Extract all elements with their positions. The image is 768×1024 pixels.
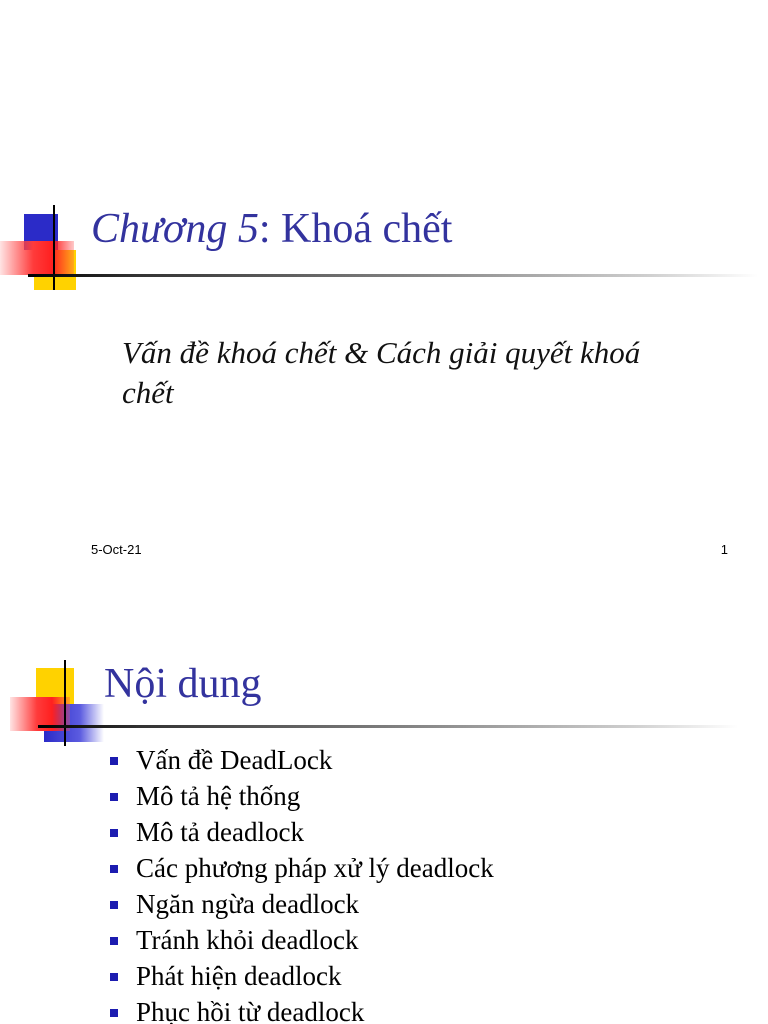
- footer-date: 5-Oct-21: [91, 542, 142, 557]
- square-bullet-icon: [110, 901, 118, 909]
- list-item: Mô tả deadlock: [108, 814, 494, 850]
- list-item: Ngăn ngừa deadlock: [108, 886, 494, 922]
- list-item: Tránh khỏi deadlock: [108, 922, 494, 958]
- square-bullet-icon: [110, 1009, 118, 1017]
- list-item: Mô tả hệ thống: [108, 778, 494, 814]
- chapter-label: Chương 5: [91, 206, 259, 252]
- list-item: Các phương pháp xử lý deadlock: [108, 850, 494, 886]
- contents-title: Nội dung: [104, 661, 262, 707]
- square-bullet-icon: [110, 973, 118, 981]
- slide-title: [91, 205, 452, 253]
- square-bullet-icon: [110, 937, 118, 945]
- chapter-name: : Khoá chết: [258, 206, 453, 252]
- square-bullet-icon: [110, 757, 118, 765]
- square-bullet-icon: [110, 829, 118, 837]
- contents-list: [108, 742, 494, 1024]
- square-bullet-icon: [110, 793, 118, 801]
- title-underline-2: [38, 725, 738, 728]
- list-item: Phát hiện deadlock: [108, 958, 494, 994]
- list-item: Phục hồi từ deadlock: [108, 994, 494, 1024]
- list-item: Vấn đề DeadLock: [108, 742, 494, 778]
- title-underline: [28, 274, 758, 277]
- square-bullet-icon: [110, 865, 118, 873]
- slide-subtitle: Vấn đề khoá chết & Cách giải quyết khoá chết: [122, 335, 641, 410]
- page-number: 1: [720, 542, 728, 557]
